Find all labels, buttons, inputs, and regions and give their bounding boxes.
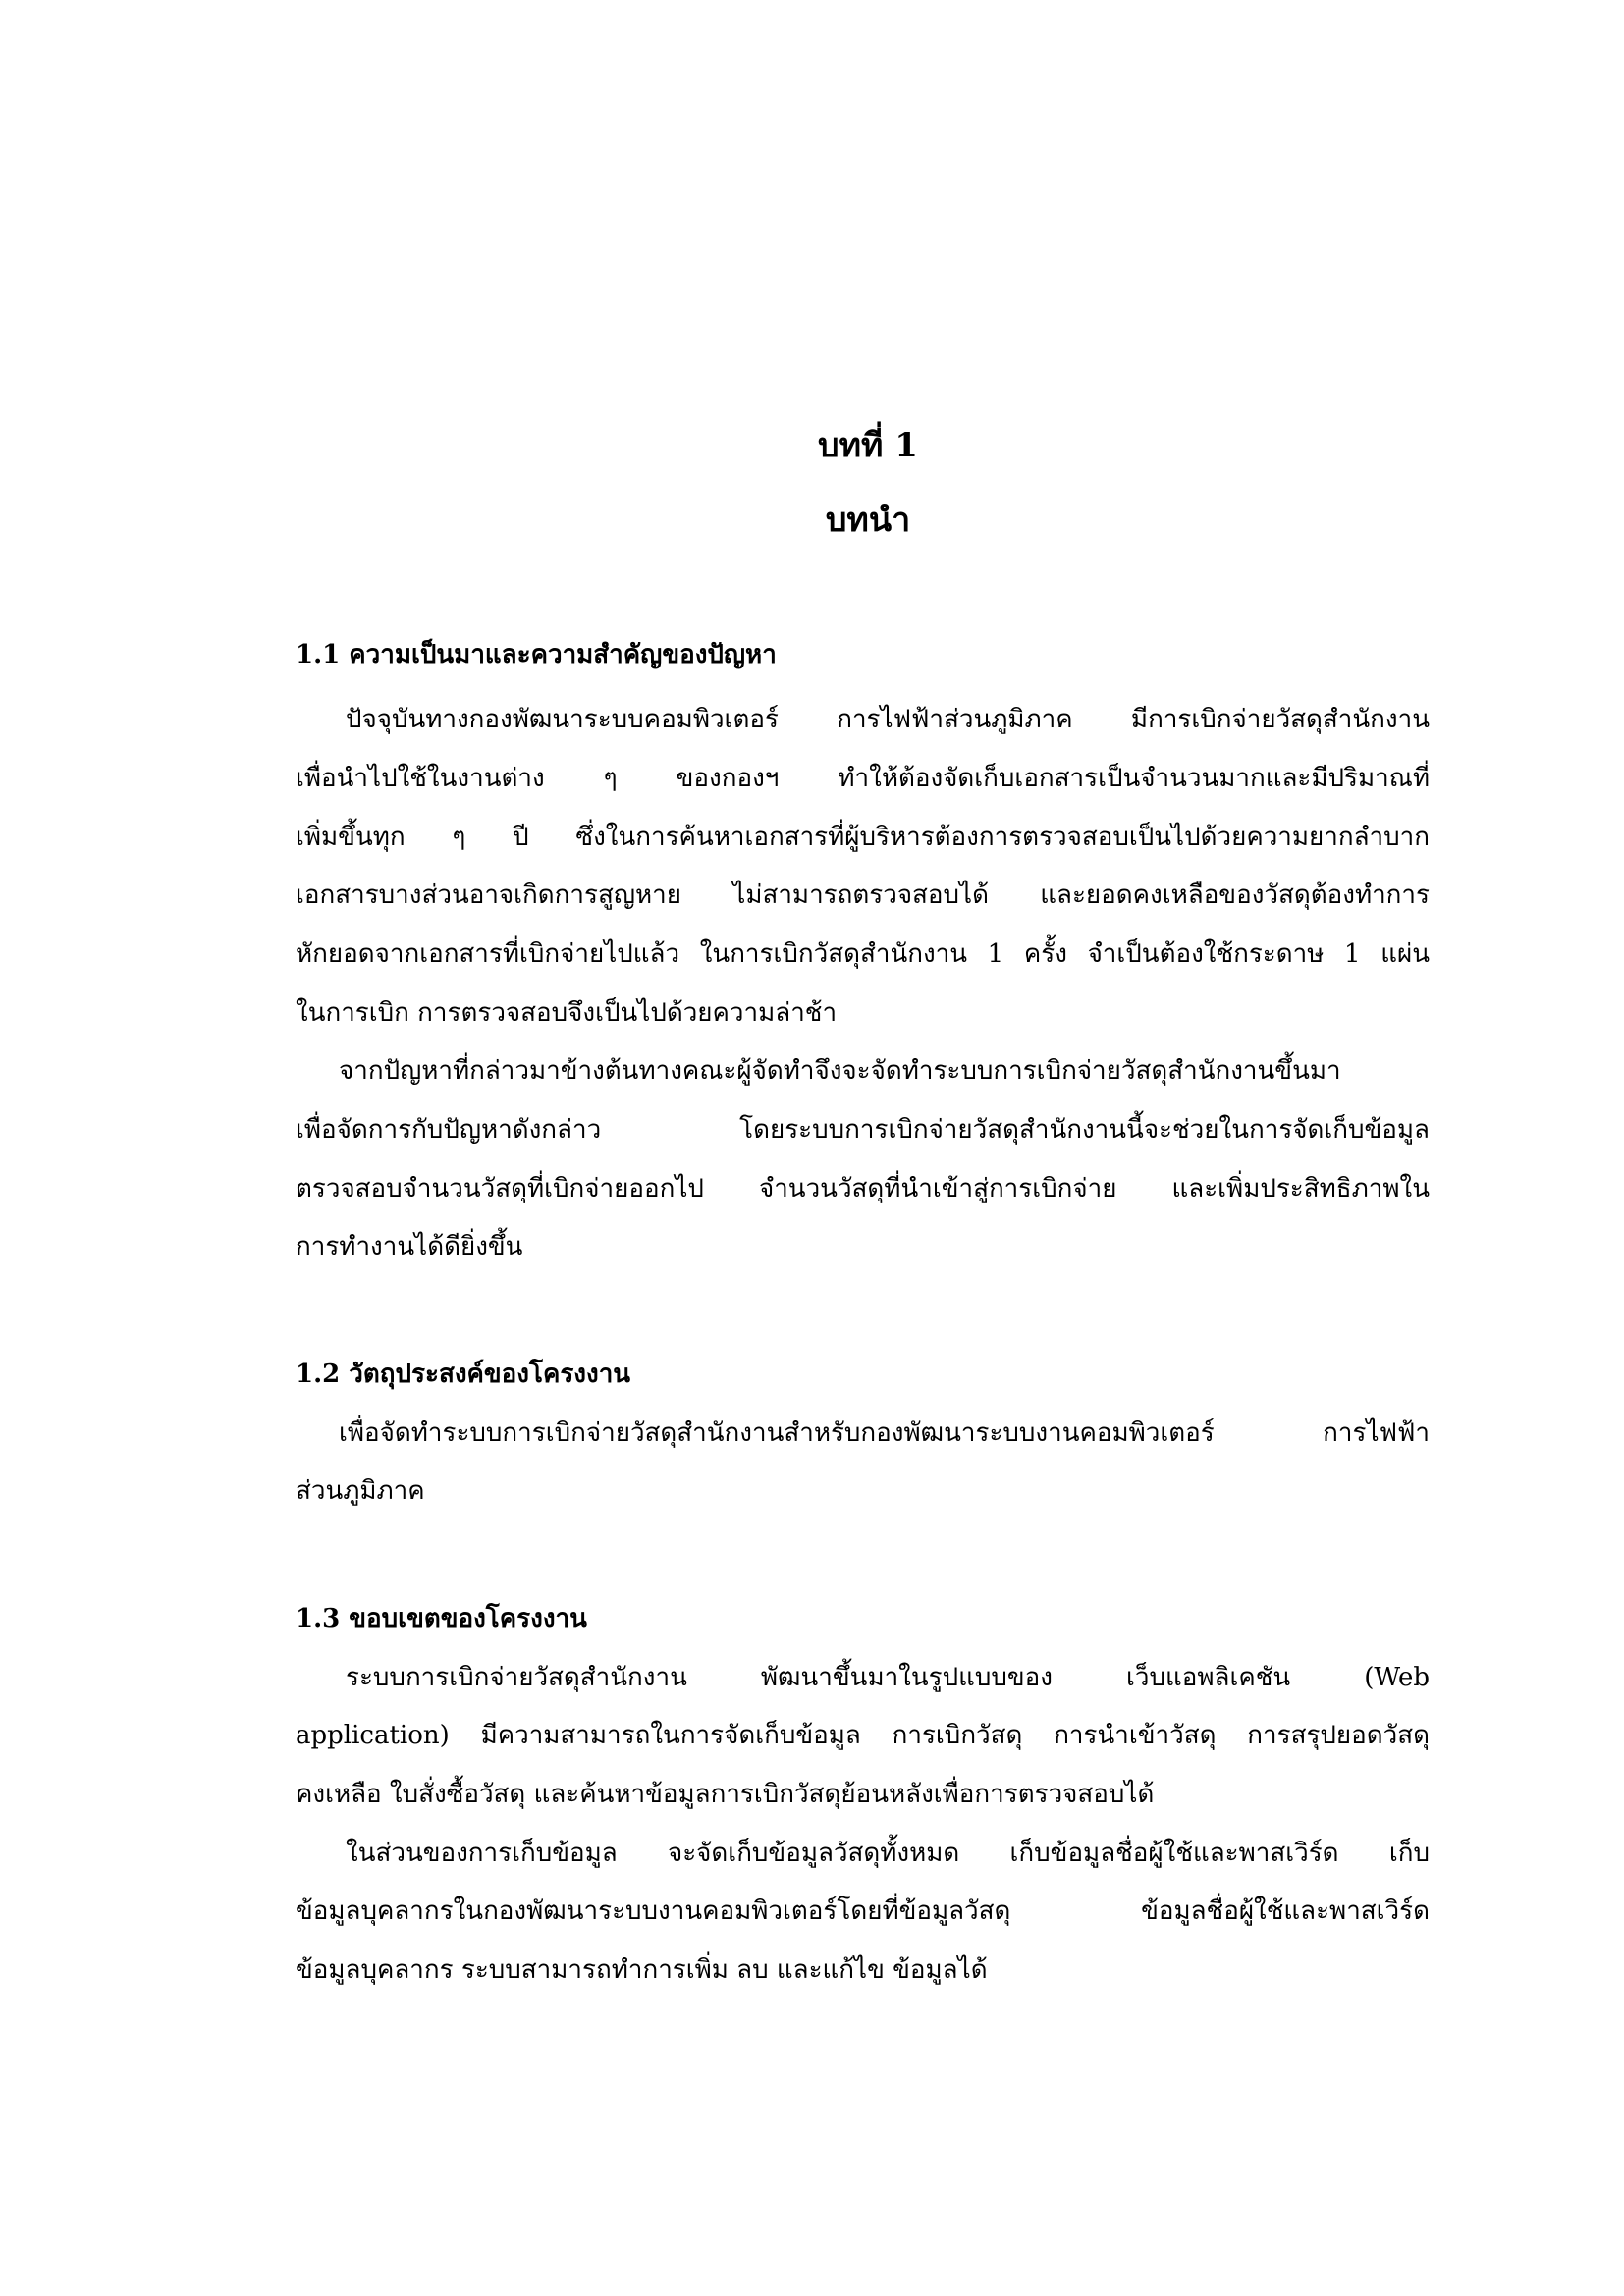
paragraph-line: ส่วนภูมิภาค bbox=[296, 1476, 425, 1506]
paragraph-line: ในการเบิก การตรวจสอบจึงเป็นไปด้วยความล่าช้า bbox=[296, 998, 838, 1028]
section-heading-1-2: 1.2 วัตถุประสงค์ของโครงงาน bbox=[296, 1360, 631, 1389]
paragraph-line: คงเหลือ ใบสั่งซื้อวัสดุ และค้นหาข้อมูลการเบิกวัสดุย้อนหลังเพื่อการตรวจสอบได้ bbox=[296, 1780, 1155, 1809]
paragraph-line: ตรวจสอบจำนวนวัสดุที่เบิกจ่ายออกไป จำนวนวัสดุที่นำเข้าสู่การเบิกจ่าย และเพิ่มประสิทธิภาพใน bbox=[296, 1174, 1430, 1203]
paragraph-line: application) มีความสามารถในการจัดเก็บข้อมูล การเบิกวัสดุ การนำเข้าวัสดุ การสรุปยอดวัสดุ bbox=[296, 1721, 1430, 1750]
paragraph-line: เพื่อนำไปใช้ในงานต่าง ๆ ของกองฯ ทำให้ต้องจัดเก็บเอกสารเป็นจำนวนมากและมีปริมาณที่ bbox=[296, 764, 1430, 793]
paragraph-line: เพื่อจัดทำระบบการเบิกจ่ายวัสดุสำนักงานสำหรับกองพัฒนาระบบงานคอมพิวเตอร์ การไฟฟ้า bbox=[339, 1418, 1430, 1448]
section-heading-1-1: 1.1 ความเป็นมาและความสำคัญของปัญหา bbox=[296, 640, 777, 669]
chapter-title: บทนำ bbox=[825, 501, 911, 540]
paragraph-line: ปัจจุบันทางกองพัฒนาระบบคอมพิวเตอร์ การไฟฟ้าส่วนภูมิภาค มีการเบิกจ่ายวัสดุสำนักงาน bbox=[346, 705, 1430, 734]
paragraph-line: เอกสารบางส่วนอาจเกิดการสูญหาย ไม่สามารถตรวจสอบได้ และยอดคงเหลือของวัสดุต้องทำการ bbox=[296, 881, 1430, 910]
paragraph-line: ข้อมูลบุคลากรในกองพัฒนาระบบงานคอมพิวเตอร์โดยที่ข้อมูลวัสดุ ข้อมูลชื่อผู้ใช้และพาสเวิร์ด bbox=[296, 1896, 1430, 1926]
paragraph-line: เพิ่มขึ้นทุก ๆ ปี ซึ่งในการค้นหาเอกสารที่ผู้บริหารต้องการตรวจสอบเป็นไปด้วยความยากลำบาก bbox=[296, 823, 1430, 852]
paragraph-line: ข้อมูลบุคลากร ระบบสามารถทำการเพิ่ม ลบ และแก้ไข ข้อมูลได้ bbox=[296, 1955, 988, 1985]
paragraph-line: การทำงานได้ดียิ่งขึ้น bbox=[296, 1232, 523, 1261]
paragraph-line: ในส่วนของการเก็บข้อมูล จะจัดเก็บข้อมูลวัสดุทั้งหมด เก็บข้อมูลชื่อผู้ใช้และพาสเวิร์ด เก็บ bbox=[346, 1839, 1430, 1868]
chapter-number: บทที่ 1 bbox=[818, 426, 918, 465]
paragraph-line: จากปัญหาที่กล่าวมาข้างต้นทางคณะผู้จัดทำจึงจะจัดทำระบบการเบิกจ่ายวัสดุสำนักงานขึ้นมา bbox=[339, 1056, 1341, 1086]
paragraph-line: หักยอดจากเอกสารที่เบิกจ่ายไปแล้ว ในการเบิกวัสดุสำนักงาน 1 ครั้ง จำเป็นต้องใช้กระดาษ 1 แผ่น bbox=[296, 939, 1430, 969]
section-heading-1-3: 1.3 ขอบเขตของโครงงาน bbox=[296, 1604, 587, 1633]
paragraph-line: ระบบการเบิกจ่ายวัสดุสำนักงาน พัฒนาขึ้นมาในรูปแบบของ เว็บแอพลิเคชัน (Web bbox=[346, 1663, 1430, 1692]
paragraph-line: เพื่อจัดการกับปัญหาดังกล่าว โดยระบบการเบิกจ่ายวัสดุสำนักงานนี้จะช่วยในการจัดเก็บข้อมูล bbox=[296, 1115, 1430, 1145]
